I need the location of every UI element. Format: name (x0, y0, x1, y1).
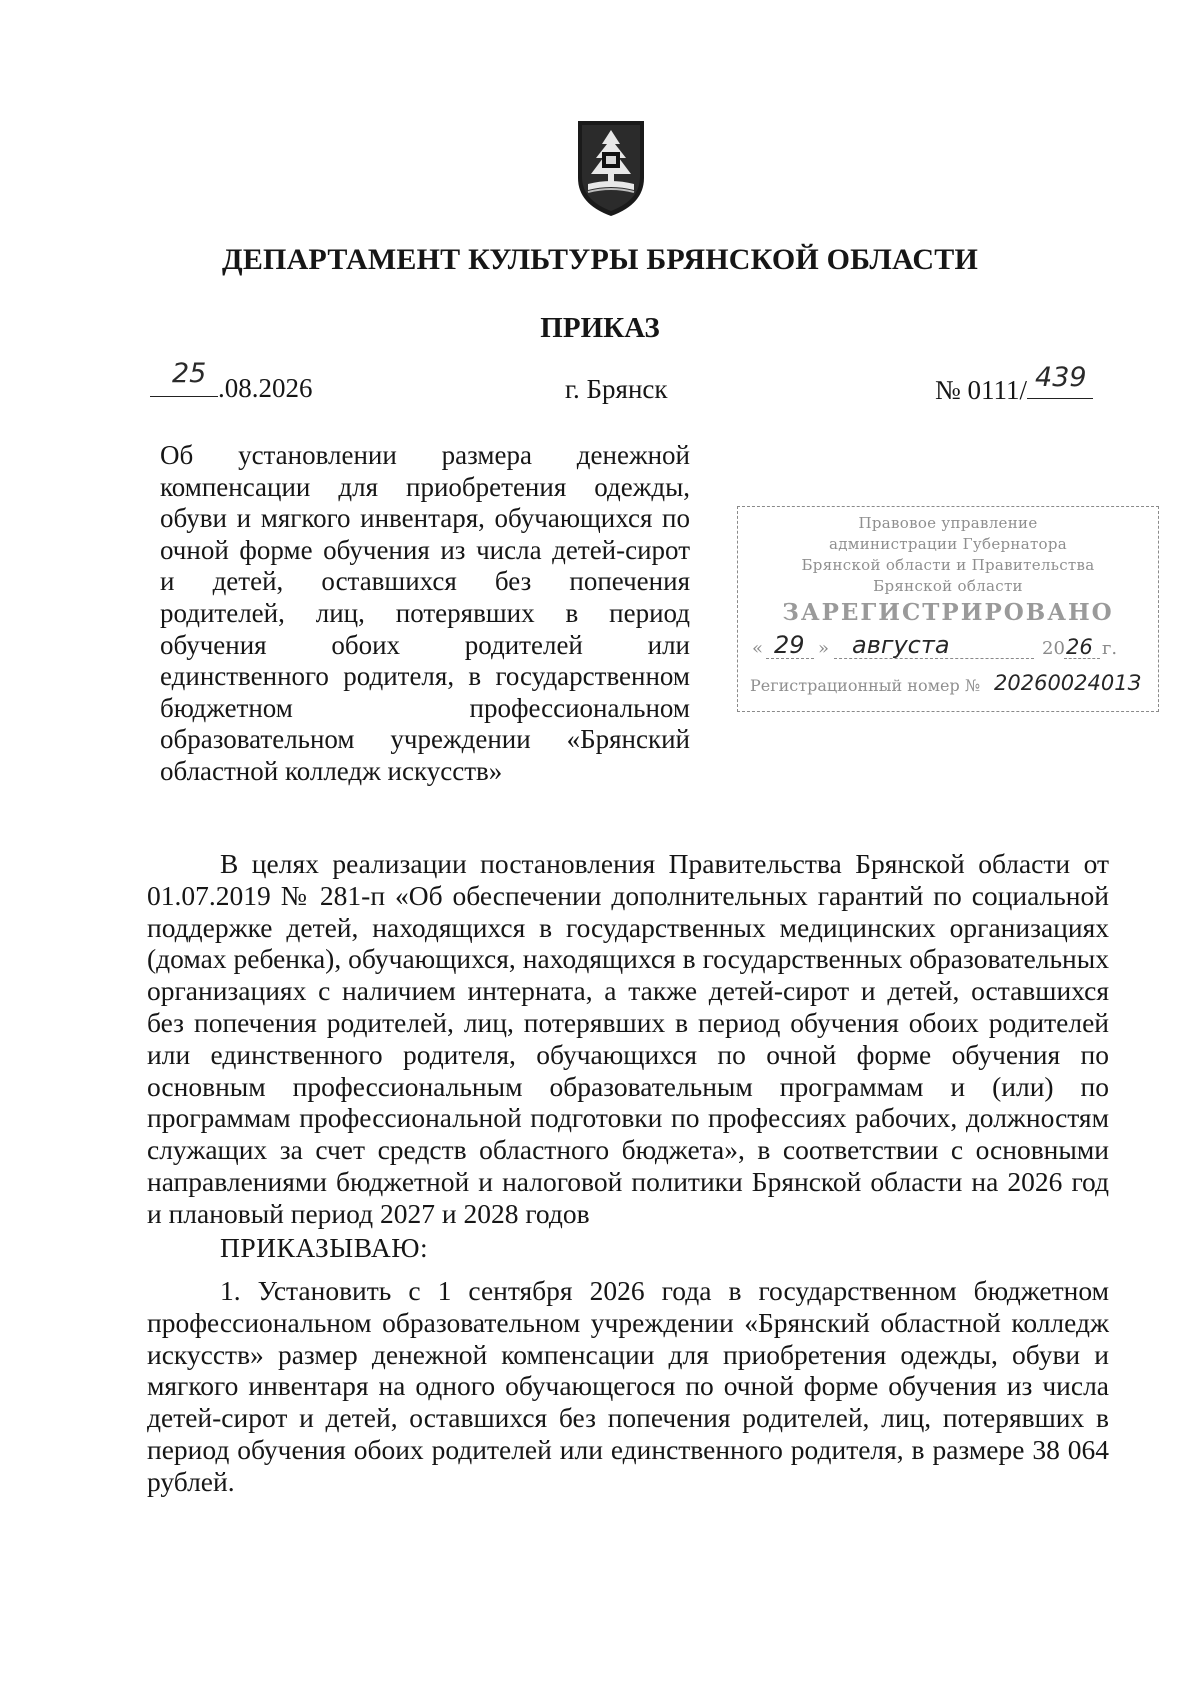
preamble (147, 848, 1109, 1230)
order-item-1: 1. Установить с 1 сентября 2026 года в государственном бюджетном профессиональном образовательном учреждении «Брянский областной колледж искусств» размер денежной компенсации для приобретения одежды, обуви и мягкого инвентаря на одного обучающегося по очной форме обучения из числа детей-сирот и детей, оставшихся без попечения родителей, лиц, потерявших в период обучения обоих родителей или единственного родителя, в размере 38 064 рублей. (147, 1275, 1109, 1497)
stamp-open-quote: « (752, 638, 764, 659)
subject-line: обуви и мягкого инвентаря, обучающихся по (160, 503, 690, 534)
order-subject (160, 440, 690, 788)
department-title: ДЕПАРТАМЕНТ КУЛЬТУРЫ БРЯНСКОЙ ОБЛАСТИ (221, 243, 978, 276)
stamp-registered: ЗАРЕГИСТРИРОВАНО (782, 599, 1114, 626)
stamp-reg-number-handwritten: 2026002401З (994, 671, 1142, 695)
preamble-paragraph: В целях реализации постановления Правительства Брянской области от 01.07.2019 № 281-п «Об обеспечении дополнительных гарантий по социальной поддержке детей, находящихся в государственных медицинских организациях (домах ребенка), обучающихся, находящихся в государственных образовательных организациях с наличием интерната, а также детей-сирот и детей, оставшихся без попечения родителей, лиц, потерявших в период обучения обоих родителей или единственного родителя, обучающихся по очной форме обучения по основным профессиональным образовательным программам и (или) по программам профессиональной подготовки по профессиях рабочих, должностям служащих за счет средств областного бюджета», в соответствии с основными направлениями бюджетной и налоговой политики Брянской области на 2026 год и плановый период 2027 и 2028 годов (147, 848, 1109, 1229)
subject-line: родителей, лиц, потерявших в период (160, 597, 690, 628)
stamp-line: Брянской области (873, 577, 1023, 595)
subject-line: областной колледж искусств» (160, 755, 503, 786)
stamp-reg-number (738, 667, 1158, 701)
stamp-month-handwritten: августа (852, 631, 950, 659)
stamp-line: Брянской области и Правительства (801, 556, 1095, 574)
stamp-line: администрации Губернатора (828, 535, 1068, 553)
stamp-reg-label: Регистрационный номер № (750, 676, 980, 695)
order-number-prefix: № 0111/ (935, 375, 1028, 405)
order-number (935, 362, 1093, 406)
subject-line: единственного родителя, в государственном (160, 661, 690, 692)
subject-line: обучения обоих родителей или (160, 629, 690, 660)
order-number-field (1027, 362, 1093, 399)
order-date (150, 358, 313, 404)
date-day-handwritten: 25 (172, 358, 207, 389)
stamp-date (738, 627, 1158, 667)
city: г. Брянск (565, 374, 668, 404)
date-day-field (150, 358, 218, 397)
subject-line: образовательном учреждении «Брянский (160, 724, 690, 755)
order-word: ПРИКАЗЫВАЮ: (220, 1232, 429, 1263)
subject-line: Об установлении размера денежной (160, 440, 690, 470)
stamp-year-prefix: 20 (1042, 638, 1065, 659)
stamp-close-quote: » (818, 638, 830, 659)
coat-of-arms-icon (574, 118, 648, 218)
subject-line: бюджетном профессиональном (160, 692, 690, 723)
stamp-year-handwritten: 26 (1066, 635, 1093, 659)
stamp-year-suffix: г. (1102, 638, 1118, 659)
stamp-day-handwritten: 29 (774, 631, 805, 659)
order-number-handwritten: 439 (1035, 362, 1087, 393)
document-type: ПРИКАЗ (540, 312, 660, 344)
date-month-year: .08.2026 (218, 373, 313, 403)
registration-stamp (737, 506, 1159, 712)
subject-line: и детей, оставшихся без попечения (160, 566, 690, 597)
subject-line: компенсации для приобретения одежды, (160, 471, 690, 502)
stamp-line: Правовое управление (858, 514, 1038, 532)
subject-line: очной форме обучения из числа детей-сирот (160, 534, 690, 565)
